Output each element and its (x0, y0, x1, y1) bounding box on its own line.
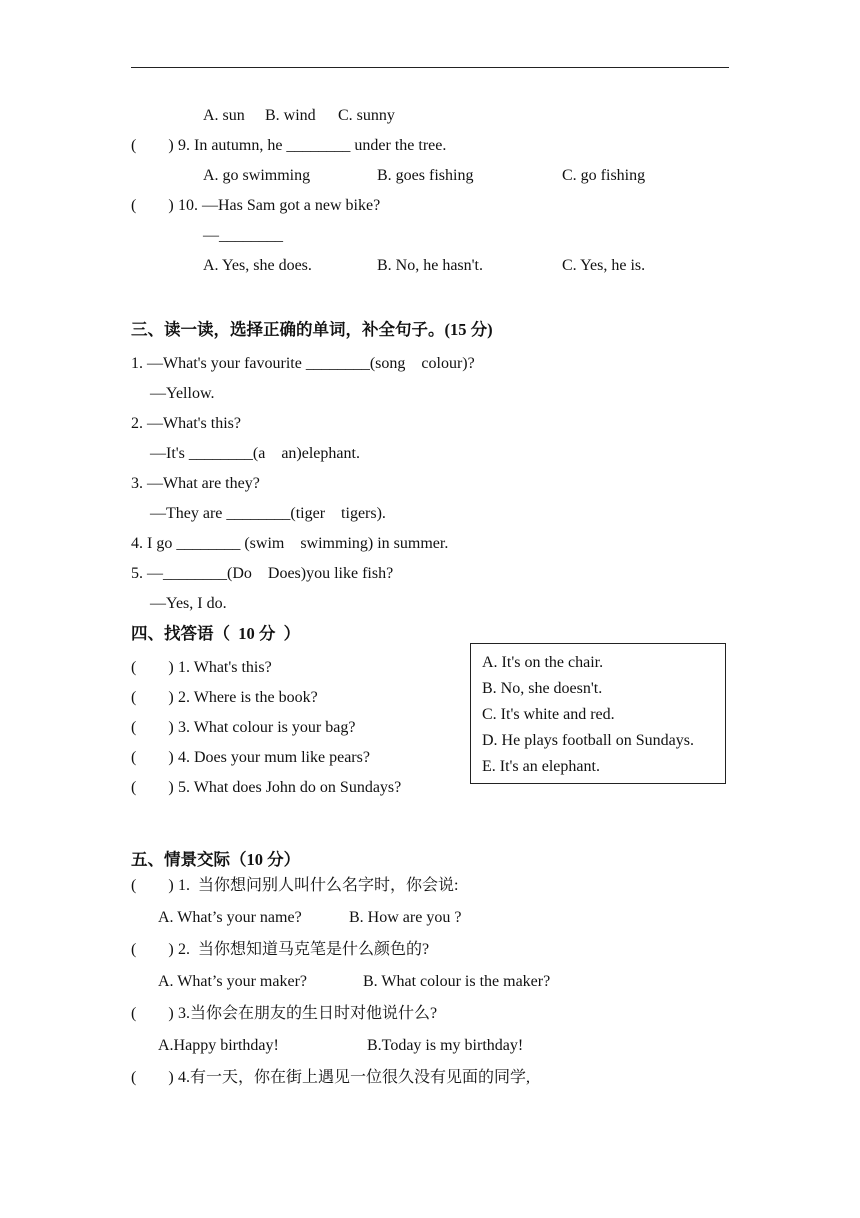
section4-answer-blank[interactable]: ( ) (131, 779, 174, 796)
section4-question: 1. What's this? (178, 659, 272, 676)
q8-option-c: C. sunny (338, 107, 395, 124)
section5-option-a: A. What’s your name? (158, 909, 302, 926)
section5-stem: 3.当你会在朋友的生日时对他说什么? (178, 1005, 438, 1022)
header-rule (131, 67, 729, 68)
section5-option-b: B. How are you ? (349, 909, 462, 926)
section5-stem: 4.有一天，你在街上遇见一位很久没有见面的同学, (178, 1069, 531, 1086)
section5-stem: 1. 当你想问别人叫什么名字时，你会说: (178, 877, 459, 894)
q9-option-c: C. go fishing (562, 167, 646, 184)
section5-option-b: B. What colour is the maker? (363, 973, 551, 990)
section3-line: 4. I go ________ (swim swimming) in summer. (131, 535, 449, 552)
q9-answer-blank[interactable]: ( ) (131, 137, 174, 154)
section4-question: 3. What colour is your bag? (178, 719, 356, 736)
section4-title: 四、找答语（ 10 分 ） (131, 624, 301, 643)
section3-line: 2. —What's this? (131, 415, 241, 432)
section3-title: 三、读一读，选择正确的单词，补全句子。(15 分) (131, 320, 493, 339)
section5-title: 五、情景交际（10 分） (131, 850, 301, 869)
section5-answer-blank[interactable]: ( ) (131, 877, 174, 894)
q10-option-b: B. No, he hasn't. (377, 257, 483, 274)
q9-option-a: A. go swimming (203, 167, 311, 184)
answer-option: C. It's white and red. (482, 706, 615, 723)
q8-option-b: B. wind (265, 107, 316, 124)
section3-line: —Yes, I do. (150, 595, 227, 612)
section4-question: 5. What does John do on Sundays? (178, 779, 402, 796)
q10-option-a: A. Yes, she does. (203, 257, 312, 274)
section4-question: 2. Where is the book? (178, 689, 318, 706)
q10-option-c: C. Yes, he is. (562, 257, 646, 274)
answer-option: D. He plays football on Sundays. (482, 732, 694, 749)
q8-option-a: A. sun (203, 107, 245, 124)
q9-option-b: B. goes fishing (377, 167, 474, 184)
answer-options-box (470, 643, 726, 784)
answer-option: A. It's on the chair. (482, 654, 604, 671)
section4-answer-blank[interactable]: ( ) (131, 719, 174, 736)
section5-answer-blank[interactable]: ( ) (131, 941, 174, 958)
section4-answer-blank[interactable]: ( ) (131, 749, 174, 766)
section3-line: —Yellow. (150, 385, 215, 402)
section5-option-a: A. What’s your maker? (158, 973, 307, 990)
q9-stem: 9. In autumn, he ________ under the tree. (178, 137, 447, 154)
q10-answer-blank[interactable]: ( ) (131, 197, 174, 214)
section5-option-b: B.Today is my birthday! (367, 1037, 524, 1054)
answer-option: E. It's an elephant. (482, 758, 600, 775)
section3-line: —It's ________(a an)elephant. (150, 445, 360, 462)
section5-answer-blank[interactable]: ( ) (131, 1005, 174, 1022)
answer-option: B. No, she doesn't. (482, 680, 603, 697)
section3-line: —They are ________(tiger tigers). (150, 505, 386, 522)
section5-stem: 2. 当你想知道马克笔是什么颜色的? (178, 941, 430, 958)
section5-option-a: A.Happy birthday! (158, 1037, 279, 1054)
section4-question: 4. Does your mum like pears? (178, 749, 370, 766)
section4-answer-blank[interactable]: ( ) (131, 659, 174, 676)
q10-stem: 10. —Has Sam got a new bike? (178, 197, 381, 214)
section5-answer-blank[interactable]: ( ) (131, 1069, 174, 1086)
q10-reply: —________ (203, 227, 283, 244)
section3-line: 5. —________(Do Does)you like fish? (131, 565, 394, 582)
section3-line: 3. —What are they? (131, 475, 260, 492)
section3-line: 1. —What's your favourite ________(song colour)? (131, 355, 475, 372)
section4-answer-blank[interactable]: ( ) (131, 689, 174, 706)
